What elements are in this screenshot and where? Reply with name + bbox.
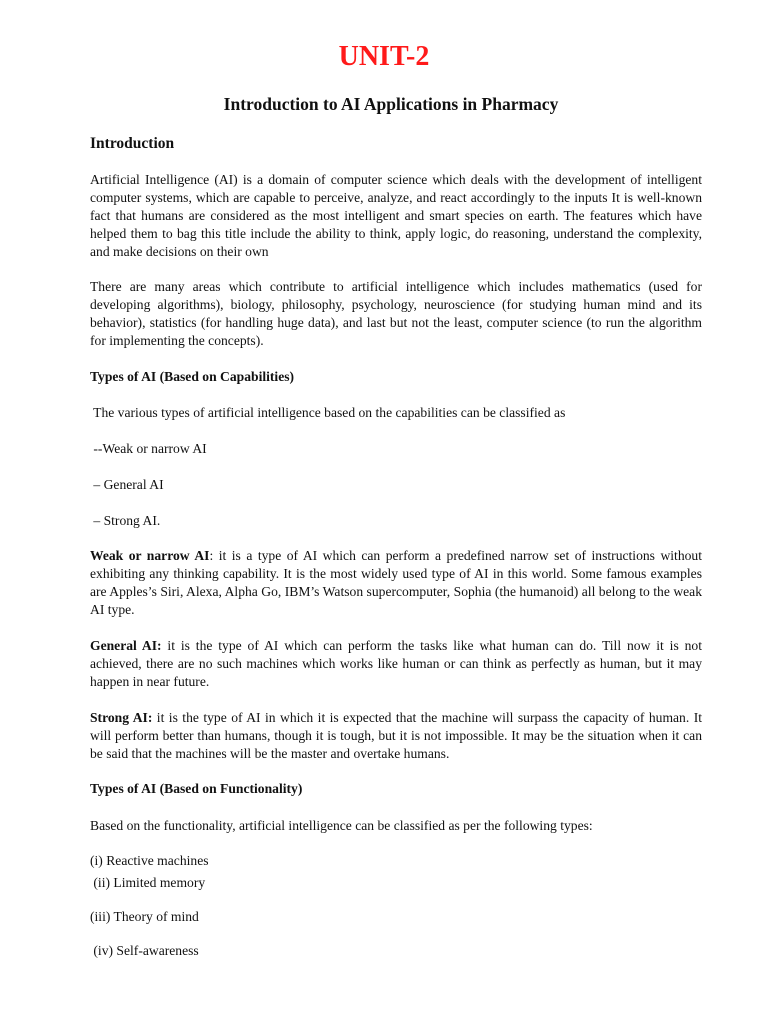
general-ai-text: it is the type of AI which can perform the tasks like what human can do. Till now it is not achieved, there are no such machines which works like human or can think as perfectly as human, but it may happen in near future. <box>90 638 702 689</box>
capability-item-general: – General AI <box>90 477 164 492</box>
intro-paragraph-1: Artificial Intelligence (AI) is a domain of computer science which deals with the development of intelligent computer systems, which are capable to perceive, analyze, and react accordingly to the inputs It is well-known fact that humans are considered as the most intelligent and smart species on earth. The features which have helped them to bag this title include the ability to think, apply logic, do reasoning, understand the complexity, and make decisions on their own <box>90 172 702 259</box>
functionality-heading: Types of AI (Based on Functionality) <box>90 781 303 796</box>
functionality-item-self-awareness: (iv) Self-awareness <box>90 943 199 958</box>
functionality-item-reactive: (i) Reactive machines <box>90 853 209 868</box>
weak-ai-paragraph <box>90 547 702 619</box>
strong-ai-paragraph <box>90 709 702 763</box>
strong-ai-term: Strong AI: <box>90 710 153 725</box>
intro-paragraph-2: There are many areas which contribute to artificial intelligence which includes mathematics (used for developing algorithms), biology, philosophy, psychology, neuroscience (for studying human mind and its behavior), statistics (for handling huge data), and last but not the least, computer science (to run the algorithm for implementing the concepts). <box>90 279 702 348</box>
functionality-item-theory-of-mind: (iii) Theory of mind <box>90 909 199 924</box>
weak-ai-term: Weak or narrow AI <box>90 548 210 563</box>
introduction-heading: Introduction <box>90 135 175 152</box>
page-title: Introduction to AI Applications in Pharmacy <box>223 94 559 114</box>
functionality-item-limited-memory: (ii) Limited memory <box>90 875 206 890</box>
capabilities-heading: Types of AI (Based on Capabilities) <box>90 369 295 384</box>
general-ai-paragraph <box>90 637 702 691</box>
strong-ai-text: it is the type of AI in which it is expected that the machine will surpass the capacity of human. It will perform better than humans, though it is tough, but it is not impossible. It may be the situation when it can be said that the machines will be the master and overtake humans. <box>90 710 702 761</box>
weak-ai-text: : it is a type of AI which can perform a predefined narrow set of instructions without exhibiting any thinking capability. It is the most widely used type of AI in this world. Some famous examples are Apples’s Siri, Alexa, Alpha Go, IBM’s Watson supercomputer, Sophia (the humanoid) all belong to the weak AI type. <box>90 548 702 617</box>
general-ai-term: General AI: <box>90 638 162 653</box>
capabilities-lead: The various types of artificial intelligence based on the capabilities can be classified as <box>90 405 566 420</box>
capability-item-weak: --Weak or narrow AI <box>90 441 207 456</box>
functionality-lead: Based on the functionality, artificial intelligence can be classified as per the following types: <box>90 818 593 833</box>
capability-item-strong: – Strong AI. <box>90 513 161 528</box>
unit-heading: UNIT-2 <box>338 41 430 72</box>
